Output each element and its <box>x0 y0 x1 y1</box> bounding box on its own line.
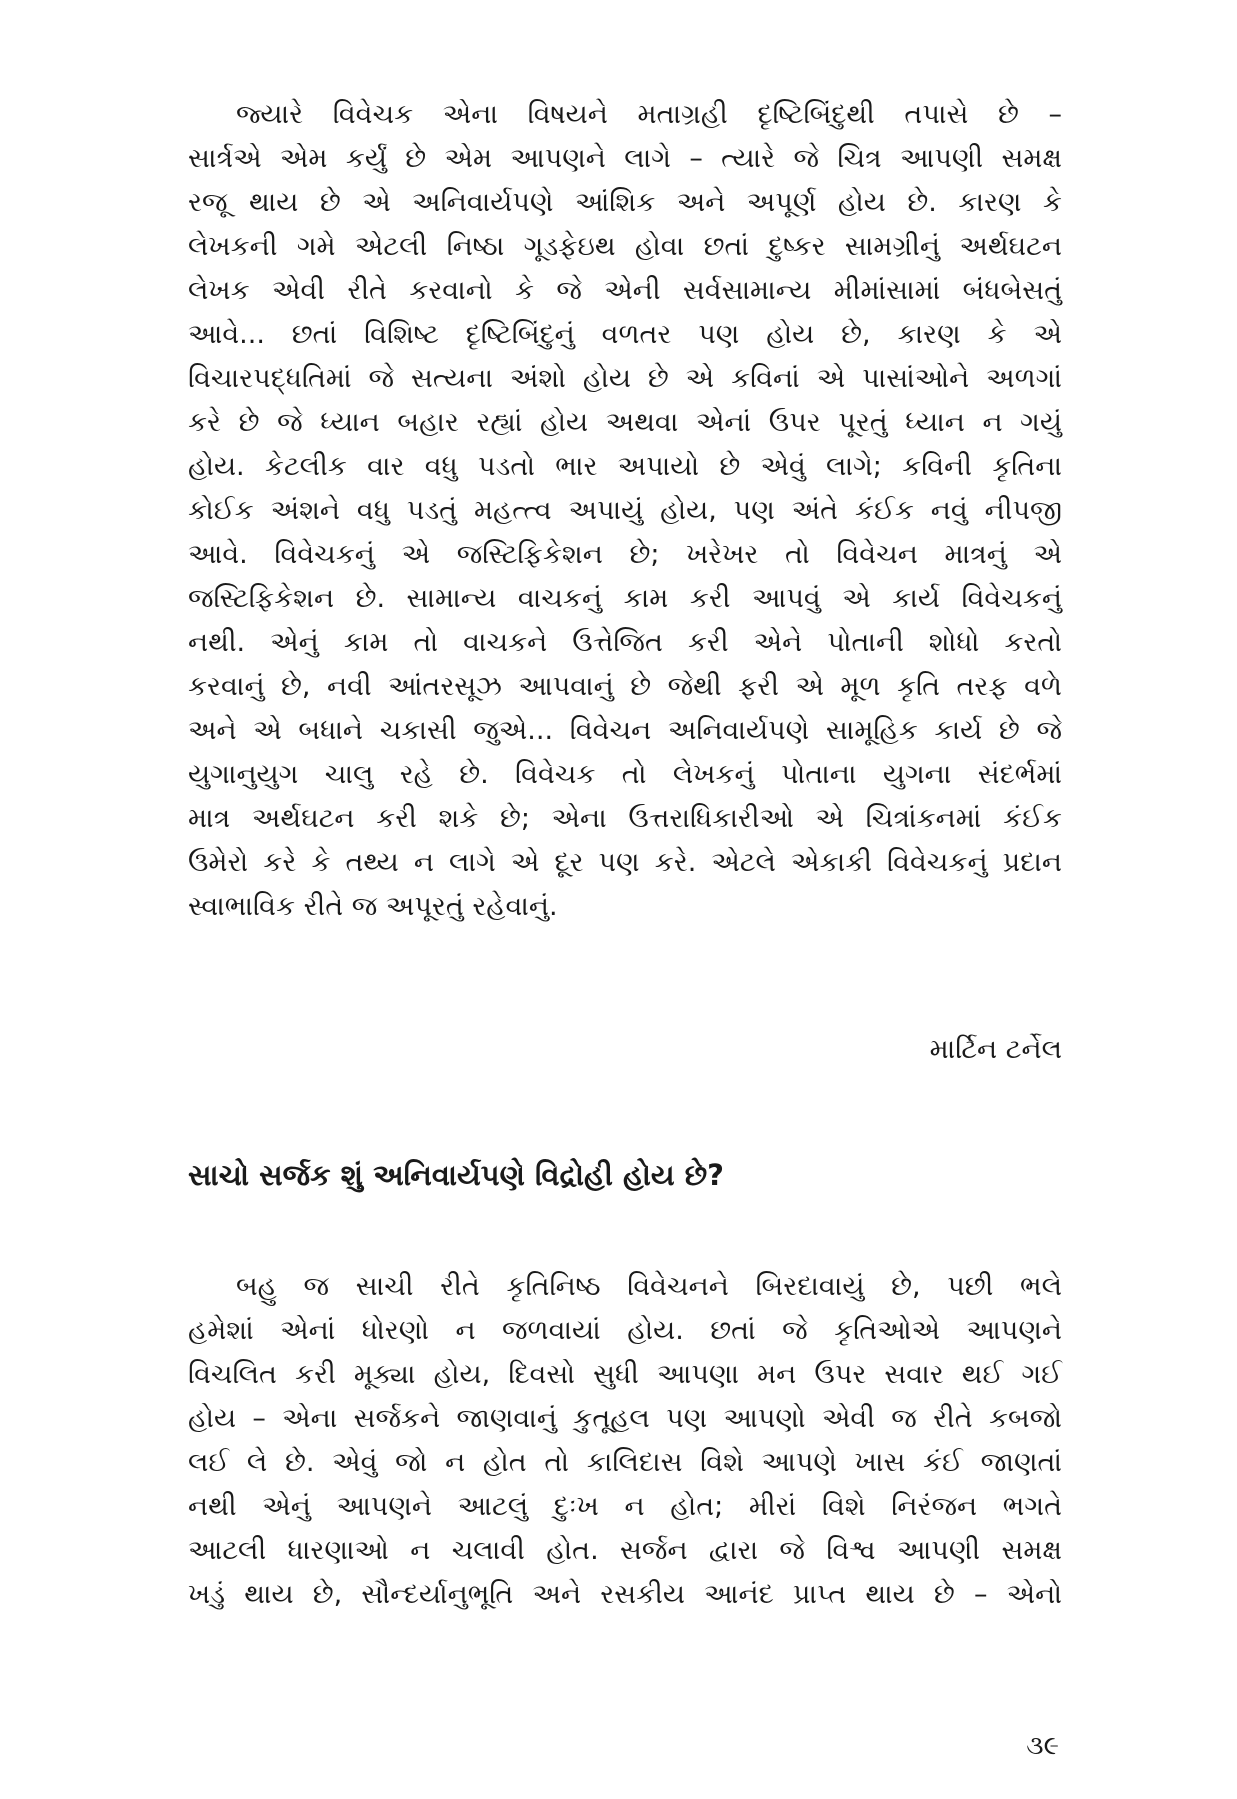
paragraph-line: આવે... છતાં વિશિષ્ટ દૃષ્ટિબિંદુનું વળતર પણ હોય છે, કારણ કે એ <box>188 319 1062 350</box>
paragraph-line: આવે. વિવેચકનું એ જસ્ટિફિકેશન છે; ખરેખર તો વિવેચન માત્રનું એ <box>188 539 1062 570</box>
paragraph-line: સ્વાભાવિક રીતે જ અપૂરતું રહેવાનું. <box>188 891 558 922</box>
page-number: ૩૯ <box>1026 1731 1059 1761</box>
paragraph-line: હોય. કેટલીક વાર વધુ પડતો ભાર અપાયો છે એવું લાગે; કવિની કૃતિના <box>188 451 1062 482</box>
paragraph-line: ખડું થાય છે, સૌન્દર્યાનુભૂતિ અને રસકીય આનંદ પ્રાપ્ત થાય છે – એનો <box>188 1579 1062 1610</box>
paragraph-line: વિચલિત કરી મૂક્યા હોય, દિવસો સુધી આપણા મન ઉપર સવાર થઈ ગઈ <box>188 1359 1062 1390</box>
paragraph-line: લેખકની ગમે એટલી નિષ્ઠા ગૂડફેઇથ હોવા છતાં દુષ્કર સામગ્રીનું અર્થઘટન <box>188 231 1062 262</box>
paragraph-line: કોઈક અંશને વધુ પડતું મહત્ત્વ અપાયું હોય, પણ અંતે કંઈક નવું નીપજી <box>188 495 1062 526</box>
paragraph-line: હમેશાં એનાં ધોરણો ન જળવાયાં હોય. છતાં જે કૃતિઓએ આપણને <box>188 1315 1062 1346</box>
paragraph-line: અને એ બધાને ચકાસી જુએ... વિવેચન અનિવાર્યપણે સામૂહિક કાર્ય છે જે <box>188 715 1062 746</box>
paragraph-line: કરવાનું છે, નવી આંતરસૂઝ આપવાનું છે જેથી ફરી એ મૂળ કૃતિ તરફ વળે <box>188 671 1062 702</box>
section-heading: સાચો સર્જક શું અનિવાર્યપણે વિદ્રોહી હોય છે? <box>188 1158 724 1192</box>
paragraph-line: કરે છે જે ધ્યાન બહાર રહ્યાં હોય અથવા એનાં ઉપર પૂરતું ધ્યાન ન ગયું <box>188 407 1062 438</box>
paragraph-line: જસ્ટિફિકેશન છે. સામાન્ય વાચકનું કામ કરી આપવું એ કાર્ય વિવેચકનું <box>188 583 1062 614</box>
paragraph-line: બહુ જ સાચી રીતે કૃતિનિષ્ઠ વિવેચનને બિરદાવાયું છે, પછી ભલે <box>236 1271 1062 1302</box>
paragraph-line: ઉમેરો કરે કે તથ્ય ન લાગે એ દૂર પણ કરે. એટલે એકાકી વિવેચકનું પ્રદાન <box>188 847 1062 878</box>
paragraph-line: જ્યારે વિવેચક એના વિષયને મતાગ્રહી દૃષ્ટિબિંદુથી તપાસે છે – <box>236 99 1062 130</box>
paragraph-line: લઈ લે છે. એવું જો ન હોત તો કાલિદાસ વિશે આપણે ખાસ કંઈ જાણતાં <box>188 1447 1062 1478</box>
paragraph-line: માત્ર અર્થઘટન કરી શકે છે; એના ઉત્તરાધિકારીઓ એ ચિત્રાંકનમાં કંઈક <box>188 803 1062 834</box>
paragraph-line: લેખક એવી રીતે કરવાનો કે જે એની સર્વસામાન્ય મીમાંસામાં બંધબેસતું <box>188 275 1062 306</box>
paragraph-line: નથી એનું આપણને આટલું દુઃખ ન હોત; મીરાં વિશે નિરંજન ભગતે <box>188 1491 1062 1522</box>
paragraph-line: હોય – એના સર્જકને જાણવાનું કુતૂહલ પણ આપણો એવી જ રીતે કબજો <box>188 1403 1062 1434</box>
paragraph-line: યુગાનુયુગ ચાલુ રહે છે. વિવેચક તો લેખકનું પોતાના યુગના સંદર્ભમાં <box>188 759 1062 790</box>
paragraph-line: નથી. એનું કામ તો વાચકને ઉત્તેજિત કરી એને પોતાની શોધો કરતો <box>188 627 1062 658</box>
paragraph-line: રજૂ થાય છે એ અનિવાર્યપણે આંશિક અને અપૂર્ણ હોય છે. કારણ કે <box>188 187 1062 218</box>
quote-attribution: માર્ટિન ટર્નેલ <box>929 1034 1062 1065</box>
paragraph-line: સાર્ત્રએ એમ કર્યું છે એમ આપણને લાગે – ત્યારે જે ચિત્ર આપણી સમક્ષ <box>188 143 1062 174</box>
paragraph-line: આટલી ધારણાઓ ન ચલાવી હોત. સર્જન દ્વારા જે વિશ્વ આપણી સમક્ષ <box>188 1535 1062 1566</box>
paragraph-line: વિચારપદ્ધતિમાં જે સત્યના અંશો હોય છે એ કવિનાં એ પાસાંઓને અળગાં <box>188 363 1062 394</box>
